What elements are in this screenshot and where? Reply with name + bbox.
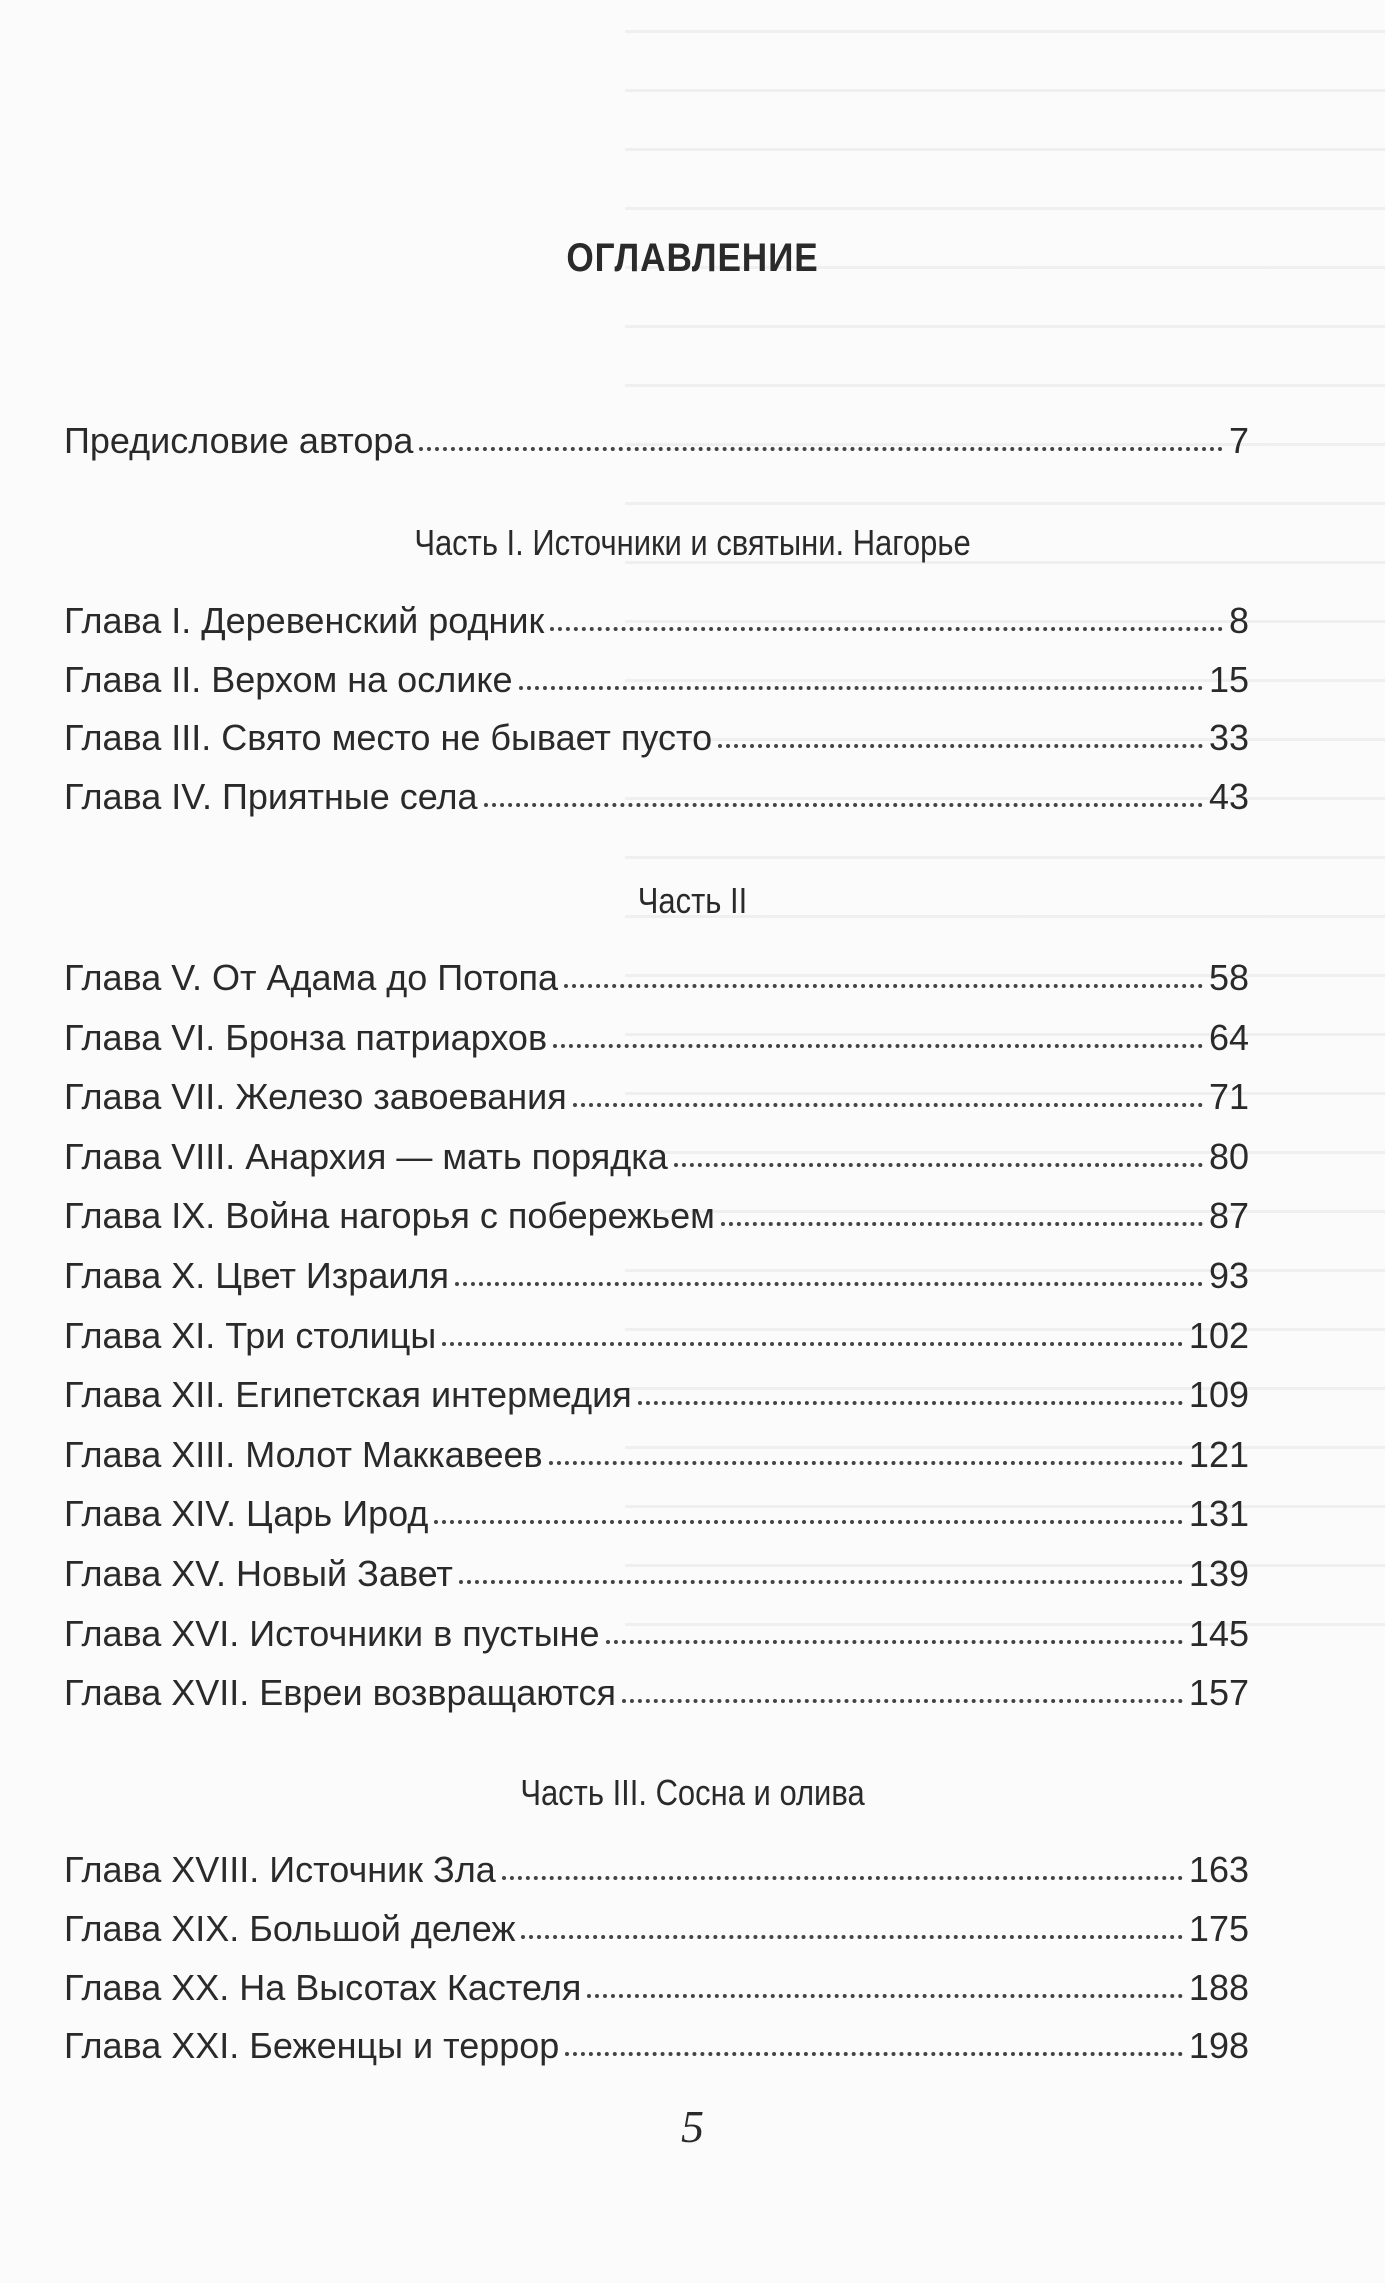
entry-title: Глава XX. На Высотах Кастеля xyxy=(64,1966,582,2008)
entry-title: Глава XIII. Молот Маккавеев xyxy=(64,1433,543,1475)
leader-dots xyxy=(674,1163,1203,1167)
leader-dots xyxy=(638,1401,1183,1405)
entry-title: Глава XII. Египетская интермедия xyxy=(64,1374,632,1416)
entry-page: 7 xyxy=(1228,420,1249,461)
leader-dots xyxy=(442,1342,1183,1346)
entry-page: 157 xyxy=(1188,1672,1249,1714)
entry-page: 145 xyxy=(1188,1612,1249,1654)
entry-page: 139 xyxy=(1188,1553,1249,1594)
entry-title: Глава IX. Война нагорья с побережьем xyxy=(64,1195,715,1237)
entry-page: 109 xyxy=(1188,1374,1249,1416)
entry-page: 188 xyxy=(1188,1966,1249,2008)
entry-title: Глава XIX. Большой дележ xyxy=(64,1907,516,1949)
leader-dots xyxy=(455,1282,1203,1286)
entry-title: Глава VIII. Анархия — мать порядка xyxy=(64,1135,668,1177)
toc-entry[interactable] xyxy=(64,600,1249,648)
entry-title: Предисловие автора xyxy=(64,420,414,461)
leader-dots xyxy=(564,984,1203,988)
toc-entry[interactable] xyxy=(64,659,1249,707)
entry-title: Глава VI. Бронза патриархов xyxy=(64,1016,548,1058)
entry-title: Глава XVIII. Источник Зла xyxy=(64,1849,496,1890)
toc-entry[interactable] xyxy=(64,776,1249,824)
leader-dots xyxy=(434,1520,1183,1524)
toc-entry[interactable] xyxy=(64,2025,1249,2073)
toc-entry[interactable] xyxy=(64,1255,1249,1303)
leader-dots xyxy=(519,686,1203,690)
entry-page: 198 xyxy=(1188,2025,1249,2067)
toc-entry[interactable] xyxy=(64,1908,1249,1956)
leader-dots xyxy=(606,1640,1183,1644)
toc-entry[interactable] xyxy=(64,717,1249,765)
entry-page: 131 xyxy=(1188,1493,1249,1535)
entry-title: Глава XXI. Беженцы и террор xyxy=(64,2025,560,2067)
toc-entry[interactable] xyxy=(64,1849,1249,1897)
part-heading: Часть III. Сосна и олива xyxy=(520,1772,865,1813)
leader-dots xyxy=(573,1103,1203,1107)
leader-dots xyxy=(521,1935,1182,1939)
entry-page: 64 xyxy=(1208,1016,1249,1058)
toc-entry[interactable] xyxy=(64,957,1249,1005)
entry-title: Глава XVII. Евреи возвращаются xyxy=(64,1672,617,1714)
leader-dots xyxy=(622,1699,1183,1703)
entry-title: Глава XV. Новый Завет xyxy=(64,1553,453,1594)
part-heading: Часть I. Источники и святыни. Нагорье xyxy=(414,522,971,563)
entry-title: Глава IV. Приятные села xyxy=(64,776,478,818)
leader-dots xyxy=(553,1044,1203,1048)
entry-page: 102 xyxy=(1188,1314,1249,1356)
toc-entry[interactable] xyxy=(64,1195,1249,1243)
toc-heading: ОГЛАВЛЕНИЕ xyxy=(566,236,819,280)
entry-title: Глава III. Свято место не бывает пусто xyxy=(64,717,713,759)
leader-dots xyxy=(419,447,1223,451)
entry-title: Глава V. От Адама до Потопа xyxy=(64,957,559,998)
toc-entry[interactable] xyxy=(64,1076,1249,1124)
entry-title: Глава XVI. Источники в пустыне xyxy=(64,1612,600,1654)
toc-entry[interactable] xyxy=(64,1613,1249,1661)
toc-entry[interactable] xyxy=(64,1136,1249,1184)
entry-title: Глава VII. Железо завоевания xyxy=(64,1076,567,1118)
leader-dots xyxy=(550,627,1223,631)
part-heading: Часть II xyxy=(637,880,748,921)
entry-page: 43 xyxy=(1208,776,1249,818)
page-number: 5 xyxy=(681,2101,704,2152)
toc-entry[interactable] xyxy=(64,1967,1249,2015)
entry-page: 121 xyxy=(1188,1433,1249,1475)
leader-dots xyxy=(587,1994,1183,1998)
toc-entry[interactable] xyxy=(64,1493,1249,1541)
leader-dots xyxy=(549,1461,1183,1465)
entry-page: 33 xyxy=(1208,717,1249,759)
leader-dots xyxy=(721,1222,1203,1226)
entry-page: 163 xyxy=(1188,1849,1249,1890)
entry-page: 93 xyxy=(1208,1255,1249,1296)
entry-title: Глава I. Деревенский родник xyxy=(64,600,545,641)
leader-dots xyxy=(459,1580,1183,1584)
entry-page: 8 xyxy=(1228,600,1249,641)
toc-entry[interactable] xyxy=(64,1017,1249,1065)
entry-page: 80 xyxy=(1208,1135,1249,1177)
toc-entry[interactable] xyxy=(64,1315,1249,1363)
entry-title: Глава X. Цвет Израиля xyxy=(64,1255,449,1296)
toc-entry[interactable] xyxy=(64,1374,1249,1422)
toc-entry-preface[interactable] xyxy=(64,420,1249,468)
entry-page: 71 xyxy=(1208,1076,1249,1118)
toc-entry[interactable] xyxy=(64,1553,1249,1601)
entry-page: 175 xyxy=(1188,1907,1249,1949)
entry-page: 15 xyxy=(1208,658,1249,700)
entry-title: Глава XIV. Царь Ирод xyxy=(64,1493,429,1535)
leader-dots xyxy=(718,744,1203,748)
leader-dots xyxy=(484,803,1203,807)
toc-entry[interactable] xyxy=(64,1672,1249,1720)
entry-page: 87 xyxy=(1208,1195,1249,1237)
toc-entry[interactable] xyxy=(64,1434,1249,1482)
entry-title: Глава II. Верхом на ослике xyxy=(64,658,513,700)
leader-dots xyxy=(502,1876,1183,1880)
entry-page: 58 xyxy=(1208,957,1249,998)
leader-dots xyxy=(565,2052,1183,2056)
entry-title: Глава XI. Три столицы xyxy=(64,1314,437,1356)
